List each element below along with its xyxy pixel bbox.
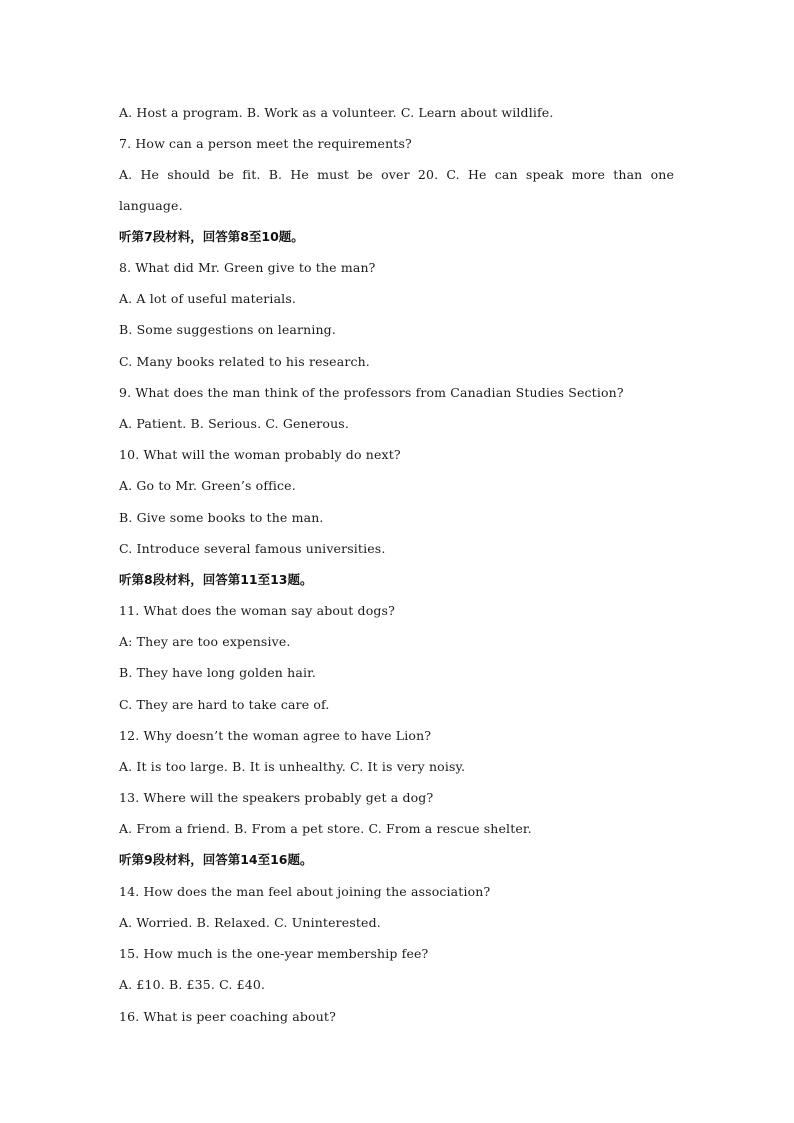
option-line: B. Some suggestions on learning. [119, 322, 336, 337]
question-line: 10. What will the woman probably do next? [119, 447, 401, 462]
option-line: A: They are too expensive. [119, 634, 291, 649]
question-line: 16. What is peer coaching about? [119, 1009, 336, 1024]
section-heading: 听第8段材料，回答第11至13题。 [119, 572, 313, 587]
question-line: 7. How can a person meet the requirements? [119, 136, 412, 151]
question-line: 11. What does the woman say about dogs? [119, 603, 395, 618]
question-line: 9. What does the man think of the professors from Canadian Studies Section? [119, 385, 624, 400]
question-line: 15. How much is the one-year membership fee? [119, 946, 429, 961]
section-heading: 听第9段材料，回答第14至16题。 [119, 852, 313, 867]
option-line: A. A lot of useful materials. [119, 291, 297, 306]
option-line: A. Patient. B. Serious. C. Generous. [119, 416, 349, 431]
option-line: A. £10. B. £35. C. £40. [119, 977, 266, 992]
option-line: C. Many books related to his research. [119, 354, 370, 369]
question-line: 8. What did Mr. Green give to the man? [119, 260, 376, 275]
question-line: 14. How does the man feel about joining the association? [119, 884, 491, 899]
option-line: A. It is too large. B. It is unhealthy. C. It is very noisy. [119, 759, 466, 774]
option-line: C. Introduce several famous universities. [119, 541, 386, 556]
option-line: A. Worried. B. Relaxed. C. Uninterested. [119, 915, 381, 930]
question-line: 13. Where will the speakers probably get a dog? [119, 790, 434, 805]
option-line: B. Give some books to the man. [119, 510, 324, 525]
option-line: B. They have long golden hair. [119, 665, 316, 680]
option-line: A. From a friend. B. From a pet store. C. From a rescue shelter. [119, 821, 532, 836]
option-line: A. Host a program. B. Work as a volunteer. C. Learn about wildlife. [119, 105, 554, 120]
option-line: A. Go to Mr. Green’s office. [119, 478, 296, 493]
option-line: A. He should be fit. B. He must be over 20. C. He can speak more than one [119, 167, 674, 182]
option-line-continuation: language. [119, 198, 183, 213]
section-heading: 听第7段材料，回答第8至10题。 [119, 229, 304, 244]
question-line: 12. Why doesn’t the woman agree to have Lion? [119, 728, 432, 743]
option-line: C. They are hard to take care of. [119, 697, 330, 712]
